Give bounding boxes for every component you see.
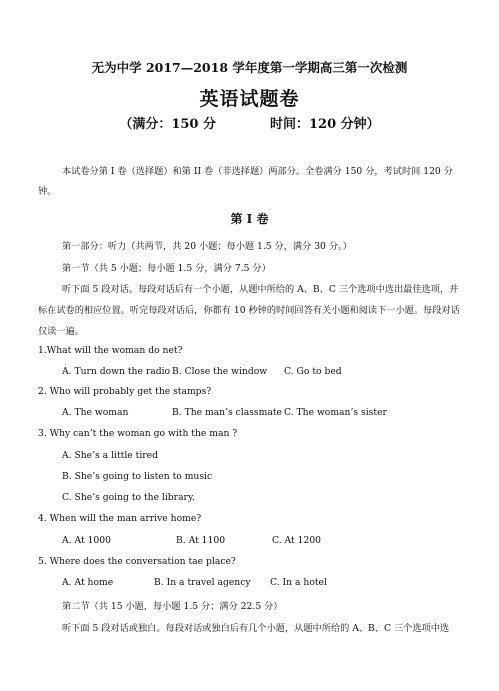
- question-4: 4. When will the man arrive home?: [38, 513, 202, 524]
- q5-option-c: C. In a hotel: [270, 577, 327, 588]
- exam-score-time: [0, 113, 499, 132]
- q2-option-c: C. The woman’s sister: [284, 407, 387, 418]
- q4-option-c: C. At 1200: [272, 535, 322, 546]
- q1-option-c: C. Go to bed: [284, 366, 342, 377]
- question-5: 5. Where does the conversation tae place?: [38, 556, 236, 567]
- q4-option-b: B. At 1100: [176, 535, 226, 546]
- full-score: （满分：150 分: [119, 117, 216, 132]
- q5-option-a: A. At home: [62, 577, 114, 588]
- exam-subject-title: 英语试题卷: [199, 88, 300, 110]
- q3-option-a: A. She’s a little tired: [62, 450, 158, 461]
- q1-option-a: A. Turn down the radio: [62, 366, 171, 377]
- section1-heading: 第一节（共 5 小题；每小题 1.5 分，满分 7.5 分）: [62, 263, 271, 274]
- part1-heading: 第一部分：听力（共两节，共 20 小题；每小题 1.5 分，满分 30 分。）: [62, 241, 352, 252]
- q1-option-b: B. Close the window: [172, 366, 268, 377]
- question-2: 2. Who will probably get the stamps?: [38, 386, 212, 397]
- q3-option-c: C. She’s going to the library.: [62, 492, 195, 503]
- q2-option-b: B. The man’s classmate: [172, 407, 282, 418]
- volume-title: 第 I 卷: [230, 212, 269, 226]
- q4-option-a: A. At 1000: [62, 535, 111, 546]
- q3-option-b: B. She’s going to listen to music: [62, 471, 213, 482]
- question-3: 3. Why can’t the woman go with the man ?: [38, 428, 238, 439]
- question-1: 1.What will the woman do net?: [38, 345, 183, 356]
- section2-instructions: 听下面 5 段对话或独白。每段对话或独白后有几个小题，从题中所给的 A、B、C 三个选项中选: [62, 623, 450, 634]
- q5-option-b: B. In a travel agency: [154, 577, 251, 588]
- section1-instructions: 听下面 5 段对话。每段对话后有一个小题，从题中所给的 A、B、C 三个选项中选出最佳选项，并标在试卷的相应位置。听完每段对话后，你都有 10 秒钟的时间回答有关小题和阅读下一小题。每段对话仅读一遍。: [38, 284, 460, 337]
- exam-school-title: 无为中学 2017—2018 学年度第一学期高三第一次检测: [91, 60, 408, 75]
- q2-option-a: A. The woman: [62, 407, 129, 418]
- intro-paragraph: 本试卷分第 I 卷（选择题）和第 II 卷（非选择题）两部分。全卷满分 150 分，考试时间 120 分钟。: [38, 166, 453, 197]
- exam-time: 时间：120 分钟）: [270, 117, 380, 132]
- section2-heading: 第二节（共 15 小题，每小题 1.5 分；满分 22.5 分）: [62, 601, 283, 612]
